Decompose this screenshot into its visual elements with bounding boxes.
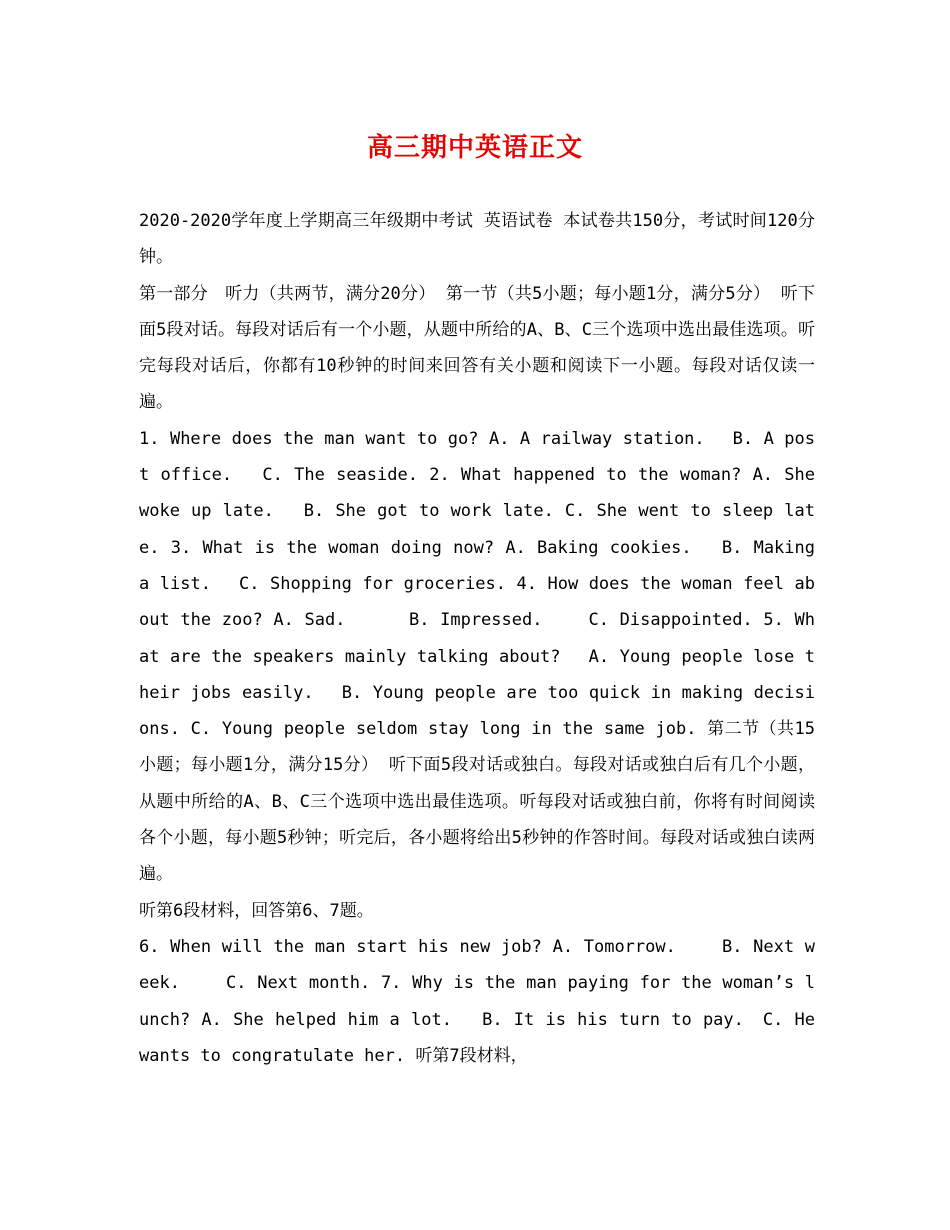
paragraph-listening-instructions: 第一部分 听力（共两节，满分20分） 第一节（共5小题；每小题1分，满分5分） 听下面5段对话。每段对话后有一个小题，从题中所给的A、B、C三个选项中选出最佳选项。听完每段对话后，你都有10秒钟的时间来回答有关小题和阅读下一小题。每段对话仅读一遍。 <box>139 283 815 413</box>
document-body <box>139 203 815 1074</box>
paragraph-questions-1-5: 1. Where does the man want to go? A. A railway station. B. A post office. C. The seaside. 2. What happened to the woman? A. She woke up late. B. She got to work late. C. She went to sleep late. 3. What is the woman doing now? A. Baking cookies. B. Making a list. C. Shopping for groceries. 4. How does the woman feel about the zoo? A. Sad. B. Impressed. C. Disappointed. 5. What are the speakers mainly talking about? A. Young people lose their jobs easily. B. Young people are too quick in making decisions. C. Young people seldom stay long in the same job. 第二节（共15小题；每小题1分，满分15分） 听下面5段对话或独白。每段对话或独白后有几个小题，从题中所给的A、B、C三个选项中选出最佳选项。听每段对话或独白前，你将有时间阅读各个小题，每小题5秒钟；听完后，各小题将给出5秒钟的作答时间。每段对话或独白读两遍。 <box>139 428 815 885</box>
paragraph-material-6-heading: 听第6段材料，回答第6、7题。 <box>139 900 374 921</box>
document-title: 高三期中英语正文 <box>366 133 583 163</box>
paragraph-exam-info: 2020-2020学年度上学期高三年级期中考试 英语试卷 本试卷共150分，考试时间120分钟。 <box>139 211 815 268</box>
paragraph-questions-6-7: 6. When will the man start his new job? A. Tomorrow. B. Next week. C. Next month. 7. Why is the man paying for the woman’s lunch? A. She helped him a lot. B. It is his turn to pay. C. He wants to congratulate her. 听第7段材料， <box>139 936 815 1066</box>
